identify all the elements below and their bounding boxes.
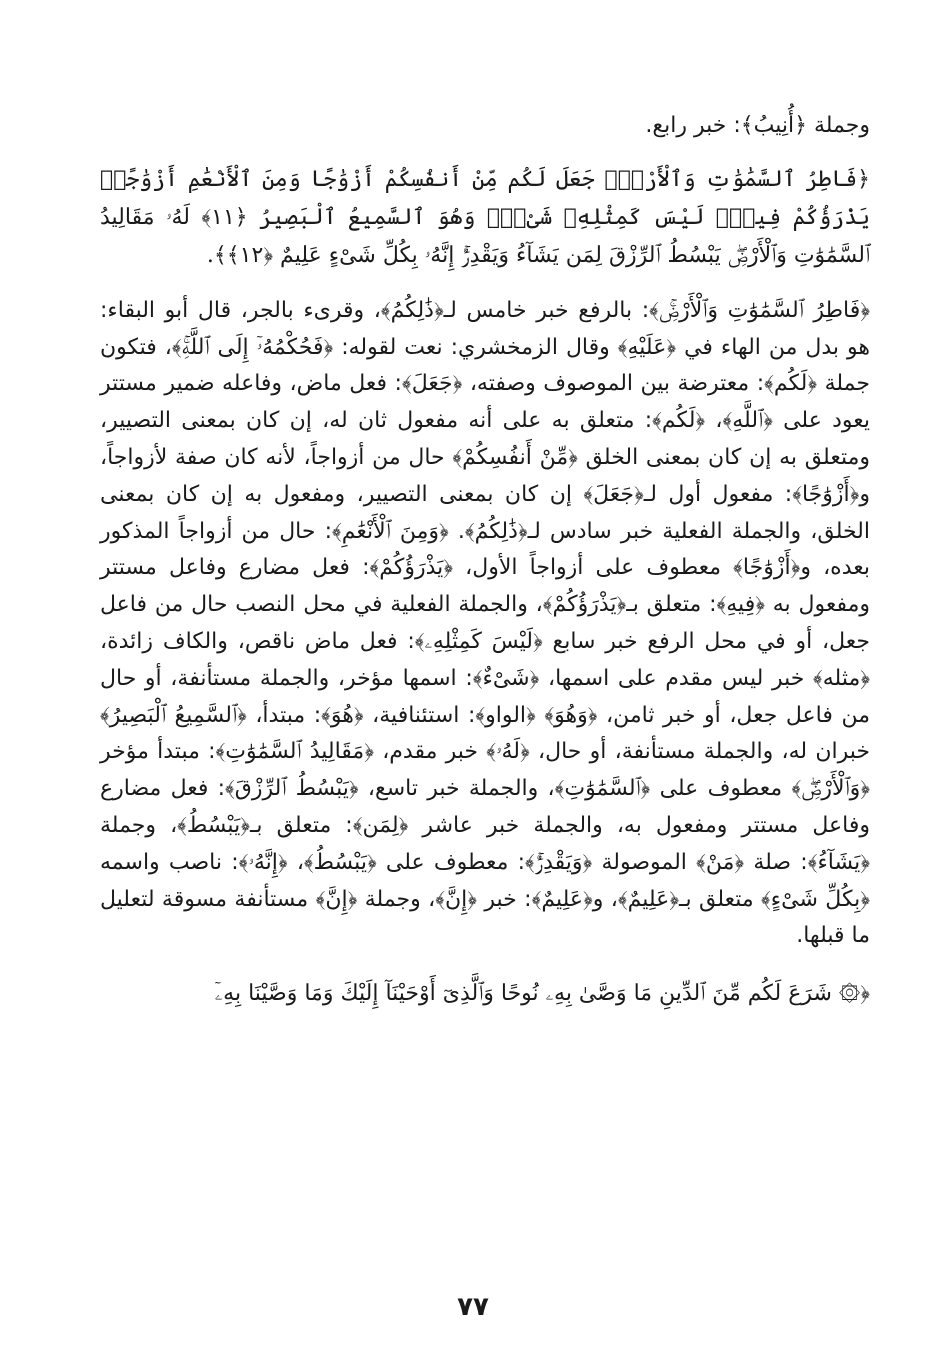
next-verse-line: ﴿۞ شَرَعَ لَكُم مِّنَ ٱلدِّينِ مَا وَصَّىٰ بِهِۦ نُوحًا وَٱلَّذِىٓ أَوْحَيْنَآ إِلَيْكَ وَمَا وَصَّيْنَا بِهِۦٓ [214,981,870,1007]
page-body [100,108,870,1013]
grammar-analysis-paragraph: ﴿فَاطِرُ ٱلسَّمَٰوَٰتِ وَٱلْأَرْضِۚ﴾: بالرفع خبر خامس لـ﴿ذَٰلِكُمُ﴾، وقرىء بالجر، قال أبو البقاء: هو بدل من الهاء في ﴿عَلَيْهِ﴾ وقال الزمخشري: نعت لقوله: ﴿فَحُكْمُهُۥٓ إِلَى ٱللَّهِۚ﴾، فتكون جملة ﴿لَكُم﴾: معترضة بين الموصوف وصفته، ﴿جَعَلَ﴾: فعل ماض، وفاعله ضمير مستتر يعود على ﴿ٱللَّهِ﴾، ﴿لَكُم﴾: متعلق به على أنه مفعول ثان له، إن كان بمعنى التصيير، ومتعلق به إن كان بمعنى الخلق ﴿مِّنْ أَنفُسِكُمْ﴾ حال من أزواجاً، لأنه كان صفة لأزواجاً، و﴿أَزْوَٰجًا﴾: مفعول أول لـ﴿جَعَلَ﴾ إن كان بمعنى التصيير، ومفعول به إن كان بمعنى الخلق، والجملة الفعلية خبر سادس لـ﴿ذَٰلِكُمُ﴾. ﴿وَمِنَ ٱلْأَنْعَٰمِ﴾: حال من أزواجاً المذكور بعده، و﴿أَزْوَٰجًا﴾ معطوف على أزواجاً الأول، ﴿يَذْرَؤُكُمْ﴾: فعل مضارع وفاعل مستتر ومفعول به ﴿فِيهِ﴾: متعلق بـ﴿يَذْرَؤُكُمْ﴾، والجملة الفعلية في محل النصب حال من فاعل جعل، أو في محل الرفع خبر سابع ﴿لَيْسَ كَمِثْلِهِۦ﴾: فعل ماض ناقص، والكاف زائدة، ﴿مثله﴾ خبر ليس مقدم على اسمها، ﴿شَىْءٌ﴾: اسمها مؤخر، والجملة مستأنفة، أو حال من فاعل جعل، أو خبر ثامن، ﴿وَهُوَ﴾ ﴿الواو﴾: استئنافية، ﴿هُوَ﴾: مبتدأ، ﴿ٱلسَّمِيعُ ٱلْبَصِيرُ﴾ خبران له، والجملة مستأنفة، أو حال، ﴿لَهُۥ﴾ خبر مقدم، ﴿مَقَالِيدُ ٱلسَّمَٰوَٰتِ﴾: مبتدأ مؤخر ﴿وَٱلْأَرْضِۖ﴾ معطوف على ﴿ٱلسَّمَٰوَٰتِ﴾، والجملة خبر تاسع، ﴿يَبْسُطُ ٱلرِّزْقَ﴾: فعل مضارع وفاعل مستتر ومفعول به، والجملة خبر عاشر ﴿لِمَن﴾: متعلق بـ﴿يَبْسُطُ﴾، وجملة ﴿يَشَآءُ﴾: صلة ﴿مَنْ﴾ الموصولة ﴿وَيَقْدِرُۚ﴾: معطوف على ﴿يَبْسُطُ﴾، ﴿إِنَّهُۥ﴾: ناصب واسمه ﴿بِكُلِّ شَىْءٍ﴾ متعلق بـ﴿عَلِيمٌ﴾، و﴿عَلِيمٌ﴾: خبر ﴿إِنَّ﴾، وجملة ﴿إِنَّ﴾ مستأنفة مسوقة لتعليل ما قبلها. [100,297,870,949]
intro-line: وجملة ﴿أُنِيبُ﴾: خبر رابع. [645,113,870,138]
quran-verse-block: ﴿فَاطِرُ ٱلسَّمَٰوَٰتِ وَٱلْأَرْضِۚ جَعَلَ لَكُم مِّنْ أَنفُسِكُمْ أَزْوَٰجًا وَمِنَ ٱلْأَنْعَٰمِ أَزْوَٰجًاۖ يَذْرَؤُكُمْ فِيهِۚ لَيْسَ كَمِثْلِهِۦ شَىْءٌۖ وَهُوَ ٱلسَّمِيعُ ٱلْبَصِيرُ ﴿١١﴾ لَهُۥ مَقَالِيدُ ٱلسَّمَٰوَٰتِ وَٱلْأَرْضِۖ يَبْسُطُ ٱلرِّزْقَ لِمَن يَشَآءُ وَيَقْدِرُۚ إِنَّهُۥ بِكُلِّ شَىْءٍ عَلِيمٌ ﴿١٢﴾﴾. [100,166,870,268]
page-number: ٧٧ [457,1292,489,1322]
